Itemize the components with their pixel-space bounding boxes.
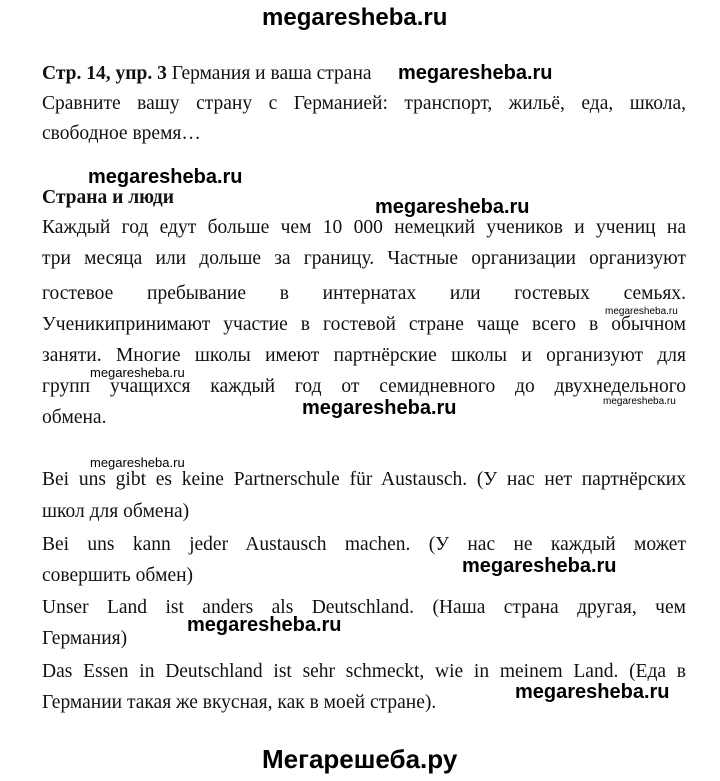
watermark: megaresheba.ru	[605, 306, 678, 317]
paragraph-line-7: обмена.	[42, 407, 107, 428]
task-header-line	[42, 60, 686, 88]
watermark: megaresheba.ru	[398, 62, 553, 84]
answer-3-line-2: Германия)	[42, 628, 128, 649]
paragraph-line-5: заняти. Многие школы имеют партнёрские школы и организуют для	[42, 345, 686, 366]
watermark: megaresheba.ru	[515, 681, 670, 703]
site-watermark-header: megaresheba.ru	[262, 4, 448, 31]
watermark: megaresheba.ru	[88, 166, 243, 188]
paragraph-line-3: гостевое пребывание в интернатах или гостевых семьях.	[42, 283, 686, 304]
watermark: megaresheba.ru	[462, 555, 617, 577]
task-prompt-line-2: свободное время…	[42, 123, 201, 144]
answer-2-line-1: Bei uns kann jeder Austausch machen. (У нас не каждый может	[42, 534, 686, 555]
task-reference: Стр. 14, упр. 3	[42, 63, 167, 84]
paragraph-line-2: три месяца или дольше за границу. Частные организации организуют	[42, 248, 686, 269]
answer-1-line-2: школ для обмена)	[42, 501, 190, 522]
paragraph-line-4: Ученикипринимают участие в гостевой стране чаще всего в обычном	[42, 314, 686, 335]
paragraph-line-6: групп учащихся каждый год от семидневного до двухнедельного	[42, 376, 686, 397]
site-watermark-footer: Мегарешеба.ру	[262, 744, 458, 774]
answer-4-line-1: Das Essen in Deutschland ist sehr schmeckt, wie in meinem Land. (Еда в	[42, 661, 686, 682]
watermark: megaresheba.ru	[187, 614, 342, 636]
answer-4-line-2: Германии такая же вкусная, как в моей стране).	[42, 692, 437, 713]
watermark: megaresheba.ru	[90, 365, 185, 380]
section-heading: Страна и люди	[42, 187, 175, 208]
watermark: megaresheba.ru	[375, 196, 530, 218]
watermark: megaresheba.ru	[302, 397, 457, 419]
answer-3-line-1: Unser Land ist anders als Deutschland. (Наша страна другая, чем	[42, 597, 686, 618]
answer-1-line-1: Bei uns gibt es keine Partnerschule für Austausch. (У нас нет партнёрских	[42, 469, 686, 490]
watermark: megaresheba.ru	[90, 455, 185, 470]
task-title: Германия и ваша страна	[171, 63, 372, 84]
paragraph-line-1: Каждый год едут больше чем 10 000 немецкий учеников и учениц на	[42, 217, 686, 238]
answer-2-line-2: совершить обмен)	[42, 565, 194, 586]
task-prompt-line-1: Сравните вашу страну с Германией: транспорт, жильё, еда, школа,	[42, 93, 686, 114]
watermark: megaresheba.ru	[603, 396, 676, 407]
